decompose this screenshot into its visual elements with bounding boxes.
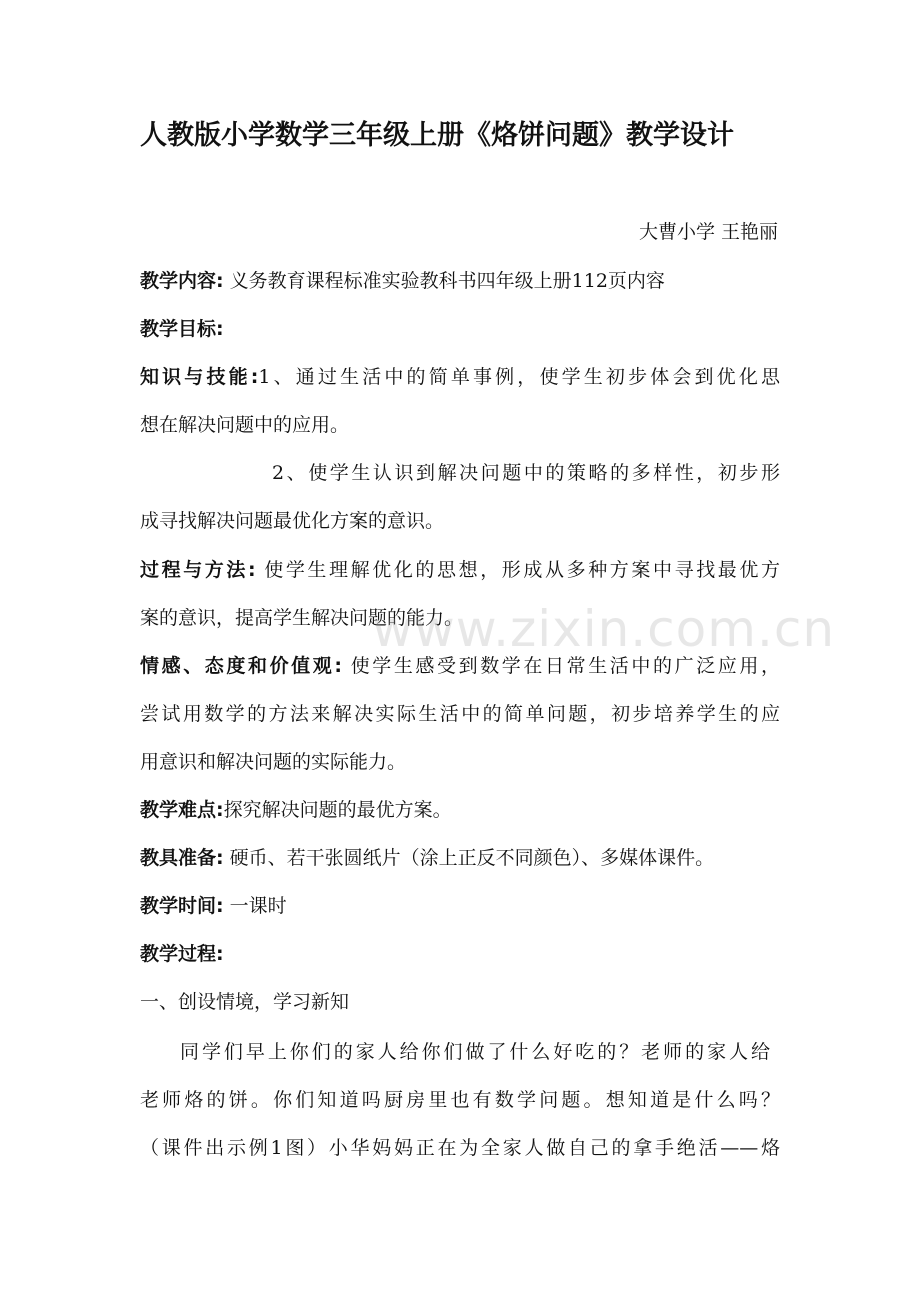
teaching-content-label: 教学内容: xyxy=(140,270,224,292)
difficulty-line xyxy=(140,788,780,832)
document-title: 人教版小学数学三年级上册《烙饼问题》教学设计 xyxy=(140,120,734,151)
tools-line xyxy=(140,836,780,880)
knowledge-label: 知识与技能: xyxy=(140,366,259,388)
teaching-content xyxy=(140,259,780,303)
knowledge-line-2: 想在解决问题中的应用。 xyxy=(140,414,350,436)
tools-text: 硬币、若干张圆纸片（涂上正反不同颜色）、多媒体课件。 xyxy=(223,847,715,869)
emotion-line-3: 用意识和解决问题的实际能力。 xyxy=(140,751,407,773)
process-heading xyxy=(140,932,780,976)
difficulty-label: 教学难点: xyxy=(140,799,224,821)
knowledge-line-1 xyxy=(140,355,780,399)
knowledge-line-3: 2、使学生认识到解决问题中的策略的多样性，初步形 xyxy=(272,462,780,484)
section1-line-3: （课件出示例1图）小华妈妈正在为全家人做自己的拿手绝活——烙 xyxy=(140,1137,780,1159)
knowledge-line-4: 成寻找解决问题最优化方案的意识。 xyxy=(140,510,445,532)
emotion-line-2: 尝试用数学的方法来解决实际生活中的简单问题，初步培养学生的应 xyxy=(140,703,780,725)
process-label: 过程与方法: xyxy=(140,559,256,581)
teaching-content-text: 义务教育课程标准实验教科书四年级上册112页内容 xyxy=(223,270,665,292)
author-line: 大曹小学 王艳丽 xyxy=(638,221,778,243)
emotion-text-1: 使学生感受到数学在日常生活中的广泛应用， xyxy=(341,655,780,677)
knowledge-text-1: 1、通过生活中的简单事例，使学生初步体会到优化思 xyxy=(258,366,780,388)
process-line-1 xyxy=(140,548,780,592)
difficulty-text: 探究解决问题的最优方案。 xyxy=(223,799,452,821)
section1-line-1: 同学们早上你们的家人给你们做了什么好吃的？老师的家人给 xyxy=(180,1041,770,1063)
time-label: 教学时间: xyxy=(140,895,224,917)
process-line-2: 案的意识，提高学生解决问题的能力。 xyxy=(140,607,464,629)
section1-line-2: 老师烙的饼。你们知道吗厨房里也有数学问题。想知道是什么吗？ xyxy=(140,1089,780,1111)
teaching-goals-label: 教学目标: xyxy=(140,318,224,340)
watermark: www.zixin.com.cn xyxy=(372,600,836,658)
section1-heading: 一、创设情境，学习新知 xyxy=(140,991,350,1013)
process-heading-label: 教学过程: xyxy=(140,943,224,965)
tools-label: 教具准备: xyxy=(140,847,224,869)
time-text: 一课时 xyxy=(223,895,287,917)
time-line xyxy=(140,884,780,928)
teaching-goals-heading xyxy=(140,307,780,351)
emotion-label: 情感、态度和价值观: xyxy=(140,655,342,677)
process-text-1: 使学生理解优化的思想，形成从多种方案中寻找最优方 xyxy=(255,559,780,581)
